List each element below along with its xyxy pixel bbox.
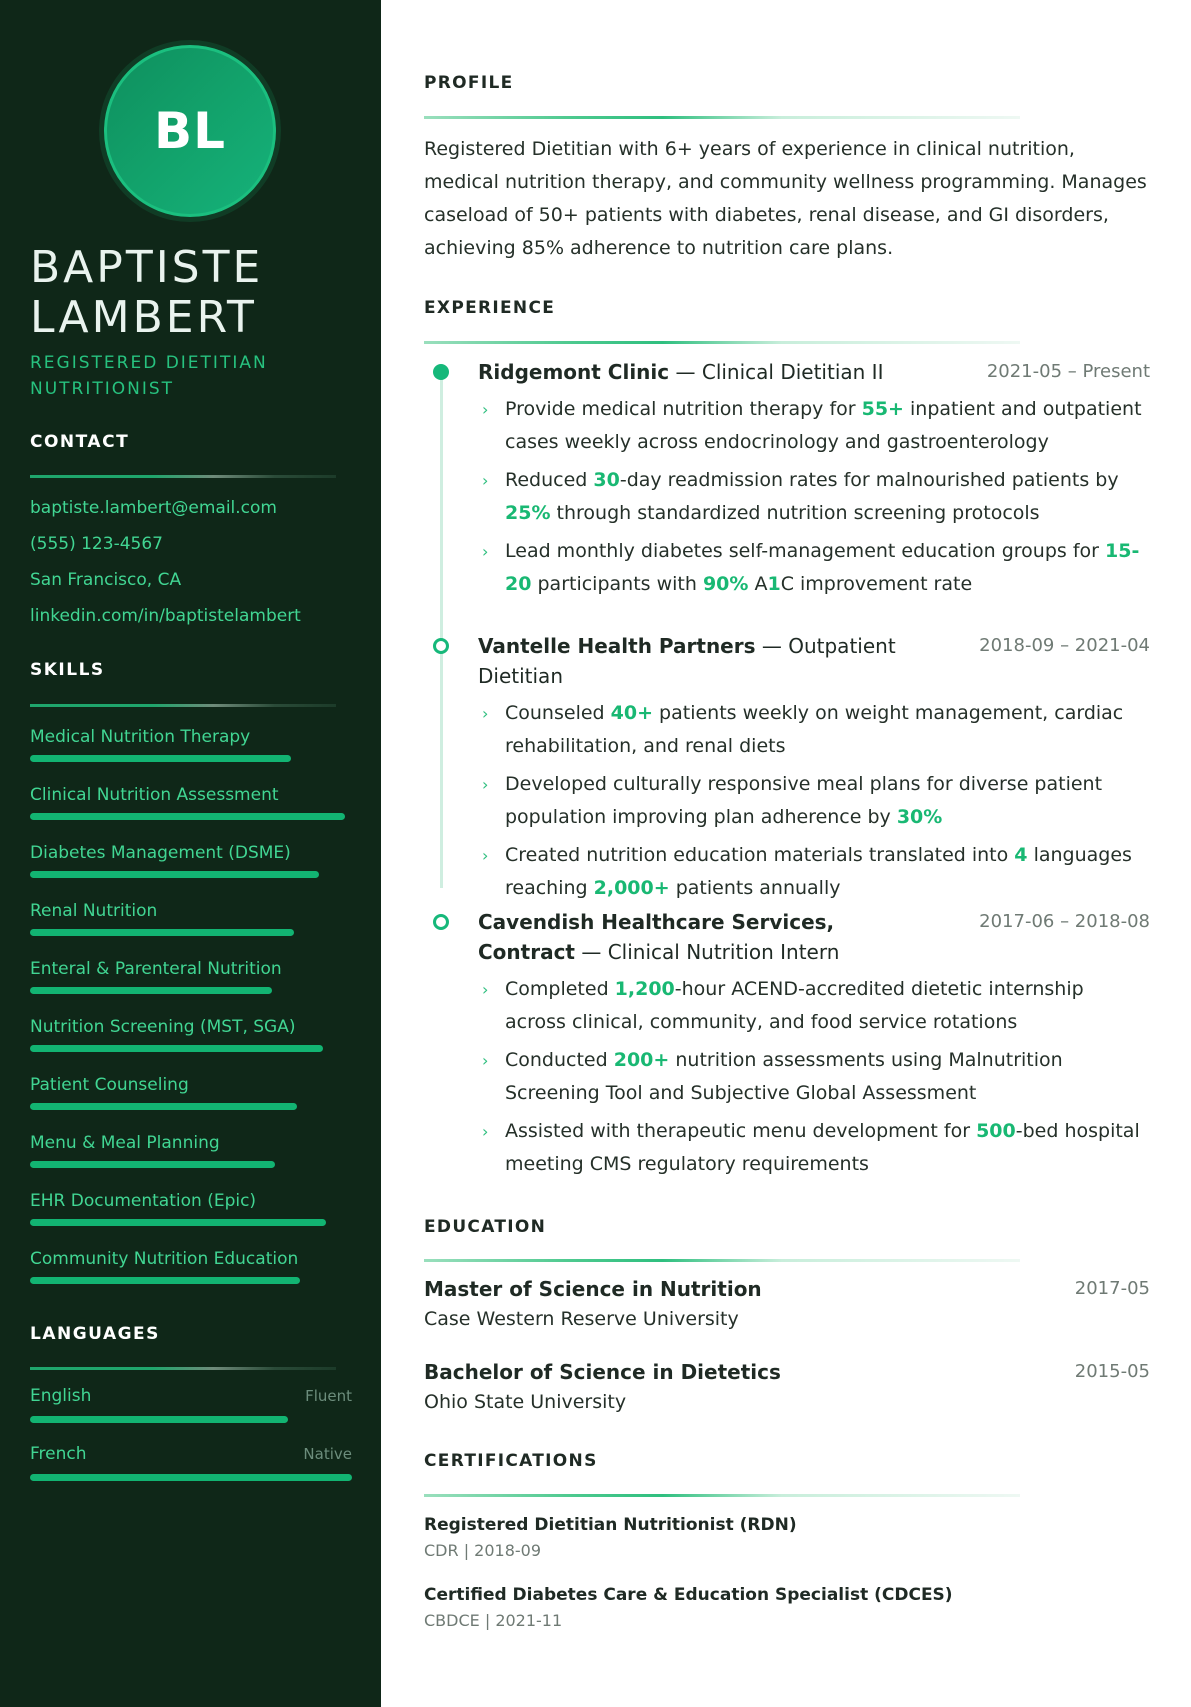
language-level: Native bbox=[303, 1445, 352, 1463]
certifications-heading: CERTIFICATIONS bbox=[424, 1451, 598, 1471]
skill-item bbox=[30, 1248, 360, 1284]
language-name: French bbox=[30, 1444, 87, 1464]
job-dates: 2018-09 – 2021-04 bbox=[979, 635, 1150, 656]
chevron-right-icon: › bbox=[482, 980, 489, 999]
bullet-text: Provide medical nutrition therapy for bbox=[505, 398, 862, 420]
skill-level-bar bbox=[30, 1103, 297, 1110]
education-entry bbox=[424, 1357, 1150, 1417]
job-bullet bbox=[478, 839, 1150, 905]
job-bullet bbox=[478, 768, 1150, 834]
languages-heading: LANGUAGES bbox=[30, 1324, 160, 1344]
education-header bbox=[424, 1357, 1150, 1387]
skill-level-bar bbox=[30, 929, 294, 936]
language-level: Fluent bbox=[305, 1387, 352, 1405]
certifications-divider bbox=[424, 1494, 1020, 1497]
chevron-right-icon: › bbox=[482, 400, 489, 419]
metric-highlight: 25% bbox=[505, 502, 551, 524]
profile-heading: PROFILE bbox=[424, 73, 514, 93]
skill-level-bar bbox=[30, 755, 291, 762]
bullet-text: inpatient and outpatient cases weekly across endocrinology and gastroenterology bbox=[505, 398, 1142, 453]
skill-label: Menu & Meal Planning bbox=[30, 1133, 220, 1153]
job-title bbox=[478, 357, 883, 387]
language-row bbox=[30, 1386, 352, 1406]
job-bullet bbox=[478, 697, 1150, 763]
language-row bbox=[30, 1444, 352, 1464]
skill-label: EHR Documentation (Epic) bbox=[30, 1191, 257, 1211]
metric-highlight: 30 bbox=[593, 469, 620, 491]
skill-label: Clinical Nutrition Assessment bbox=[30, 785, 279, 805]
education-header bbox=[424, 1274, 1150, 1304]
education-degree: Bachelor of Science in Dietetics bbox=[424, 1360, 781, 1384]
skill-item bbox=[30, 1074, 360, 1110]
job-bullet bbox=[478, 1115, 1150, 1181]
job-bullet bbox=[478, 535, 1150, 601]
bullet-text: -bed hospital meeting CMS regulatory requirements bbox=[505, 1120, 1140, 1175]
metric-highlight: 500 bbox=[976, 1120, 1016, 1142]
metric-highlight: 1 bbox=[767, 573, 781, 595]
certification-meta: CDR | 2018-09 bbox=[424, 1541, 542, 1560]
bullet-text: patients annually bbox=[669, 877, 841, 899]
education-entry bbox=[424, 1274, 1150, 1334]
bullet-text: participants with bbox=[531, 573, 703, 595]
education-date: 2015-05 bbox=[1074, 1361, 1150, 1382]
job-header bbox=[478, 631, 1150, 691]
skill-level-bar bbox=[30, 1219, 326, 1226]
job-bullet bbox=[478, 1044, 1150, 1110]
skill-item bbox=[30, 1016, 360, 1052]
contact-location: San Francisco, CA bbox=[30, 570, 182, 590]
metric-highlight: 15-20 bbox=[505, 540, 1140, 595]
skill-level-bar bbox=[30, 987, 272, 994]
bullet-text: languages reaching bbox=[505, 844, 1132, 899]
bullet-text: C improvement rate bbox=[780, 573, 973, 595]
job-entry bbox=[478, 357, 1150, 606]
experience-heading: EXPERIENCE bbox=[424, 298, 556, 318]
bullet-text: Reduced bbox=[505, 469, 594, 491]
job-title bbox=[478, 907, 918, 967]
language-level-bar bbox=[30, 1474, 352, 1481]
chevron-right-icon: › bbox=[482, 1051, 489, 1070]
candidate-role bbox=[30, 350, 360, 402]
chevron-right-icon: › bbox=[482, 542, 489, 561]
skill-level-bar bbox=[30, 813, 345, 820]
metric-highlight: 90% bbox=[702, 573, 749, 595]
name-last: LAMBERT bbox=[30, 292, 257, 343]
skill-label: Renal Nutrition bbox=[30, 901, 158, 921]
timeline-dot bbox=[433, 914, 449, 930]
chevron-right-icon: › bbox=[482, 846, 489, 865]
metric-highlight: 200+ bbox=[613, 1049, 670, 1071]
education-school: Case Western Reserve University bbox=[424, 1308, 739, 1330]
job-entry bbox=[478, 631, 1150, 910]
bullet-text: Counseled bbox=[505, 702, 611, 724]
metric-highlight: 40+ bbox=[610, 702, 654, 724]
certification-name: Registered Dietitian Nutritionist (RDN) bbox=[424, 1515, 797, 1535]
skill-label: Patient Counseling bbox=[30, 1075, 189, 1095]
bullet-text: through standardized nutrition screening protocols bbox=[550, 502, 1040, 524]
metric-highlight: 55+ bbox=[861, 398, 904, 420]
bullet-text: Created nutrition education materials translated into bbox=[505, 844, 1015, 866]
job-dates: 2017-06 – 2018-08 bbox=[979, 911, 1150, 932]
chevron-right-icon: › bbox=[482, 704, 489, 723]
bullet-text: A bbox=[748, 573, 768, 595]
profile-summary: Registered Dietitian with 6+ years of experience in clinical nutrition, medical nutrition therapy, and community wellness programming. Manages caseload of 50+ patients with diabetes, renal disease, and GI disorders, achieving 85% adherence to nutrition care plans. bbox=[424, 138, 1147, 259]
skill-item bbox=[30, 1132, 360, 1168]
avatar-initials: BL bbox=[154, 102, 226, 160]
education-school: Ohio State University bbox=[424, 1391, 627, 1413]
job-company: Cavendish Healthcare Services, Contract bbox=[478, 910, 835, 964]
language-item bbox=[30, 1444, 352, 1481]
timeline-dot bbox=[433, 638, 449, 654]
job-dates: 2021-05 – Present bbox=[986, 361, 1150, 382]
bullet-text: Assisted with therapeutic menu development for bbox=[505, 1120, 977, 1142]
bullet-text: nutrition assessments using Malnutrition Screening Tool and Subjective Global Assessment bbox=[505, 1049, 1063, 1104]
job-header bbox=[478, 357, 1150, 387]
metric-highlight: 30% bbox=[896, 806, 943, 828]
certification-name: Certified Diabetes Care & Education Specialist (CDCES) bbox=[424, 1585, 953, 1605]
skill-item bbox=[30, 958, 360, 994]
contact-list bbox=[30, 490, 360, 634]
skill-level-bar bbox=[30, 871, 319, 878]
name-first: BAPTISTE bbox=[30, 242, 264, 293]
job-bullet bbox=[478, 393, 1150, 459]
contact-email[interactable]: baptiste.lambert@email.com bbox=[30, 498, 277, 518]
skill-item bbox=[30, 842, 360, 878]
skill-level-bar bbox=[30, 1277, 300, 1284]
job-company: Ridgemont Clinic bbox=[478, 360, 670, 384]
education-divider bbox=[424, 1259, 1020, 1262]
skill-level-bar bbox=[30, 1045, 323, 1052]
job-company: Vantelle Health Partners bbox=[478, 634, 756, 658]
experience-divider bbox=[424, 341, 1020, 344]
bullet-text: patients weekly on weight management, cardiac rehabilitation, and renal diets bbox=[505, 702, 1124, 757]
skills-heading: SKILLS bbox=[30, 660, 105, 680]
skill-label: Community Nutrition Education bbox=[30, 1249, 299, 1269]
skill-label: Medical Nutrition Therapy bbox=[30, 727, 251, 747]
metric-highlight: 2,000+ bbox=[593, 877, 670, 899]
language-item bbox=[30, 1386, 352, 1423]
skill-item bbox=[30, 784, 360, 820]
bullet-text: Conducted bbox=[505, 1049, 614, 1071]
skill-item bbox=[30, 900, 360, 936]
contact-heading: CONTACT bbox=[30, 432, 130, 452]
job-bullets bbox=[478, 697, 1150, 905]
language-name: English bbox=[30, 1386, 92, 1406]
contact-phone[interactable]: (555) 123-4567 bbox=[30, 534, 163, 554]
profile-divider bbox=[424, 116, 1020, 119]
metric-highlight: 4 bbox=[1014, 844, 1028, 866]
education-degree: Master of Science in Nutrition bbox=[424, 1277, 762, 1301]
sidebar bbox=[0, 0, 381, 1707]
bullet-text: -hour ACEND-accredited dietetic internship across clinical, community, and food service rotations bbox=[505, 978, 1084, 1033]
job-role: — Clinical Dietitian II bbox=[669, 360, 884, 384]
job-bullet bbox=[478, 973, 1150, 1039]
bullet-text: -day readmission rates for malnourished patients by bbox=[619, 469, 1119, 491]
bullet-text: Lead monthly diabetes self-management education groups for bbox=[505, 540, 1106, 562]
job-bullet bbox=[478, 464, 1150, 530]
education-date: 2017-05 bbox=[1074, 1278, 1150, 1299]
skill-label: Enteral & Parenteral Nutrition bbox=[30, 959, 282, 979]
chevron-right-icon: › bbox=[482, 775, 489, 794]
skill-item bbox=[30, 726, 360, 762]
bullet-text: Completed bbox=[505, 978, 615, 1000]
contact-divider bbox=[30, 475, 336, 478]
timeline-dot-current bbox=[433, 364, 449, 380]
certification-entry bbox=[424, 1512, 1150, 1564]
language-level-bar bbox=[30, 1416, 288, 1423]
skill-item bbox=[30, 1190, 360, 1226]
job-entry bbox=[478, 907, 1150, 1186]
chevron-right-icon: › bbox=[482, 471, 489, 490]
skill-label: Nutrition Screening (MST, SGA) bbox=[30, 1017, 296, 1037]
job-header bbox=[478, 907, 1150, 967]
role-line-2: NUTRITIONIST bbox=[30, 379, 175, 399]
skills-divider bbox=[30, 704, 336, 707]
job-role: — Outpatient Dietitian bbox=[478, 634, 896, 688]
role-line-1: REGISTERED DIETITIAN bbox=[30, 353, 268, 373]
metric-highlight: 1,200 bbox=[614, 978, 675, 1000]
avatar bbox=[104, 45, 276, 217]
job-role: — Clinical Nutrition Intern bbox=[575, 940, 840, 964]
languages-divider bbox=[30, 1367, 336, 1370]
job-title bbox=[478, 631, 918, 691]
certification-meta: CBDCE | 2021-11 bbox=[424, 1611, 563, 1630]
education-heading: EDUCATION bbox=[424, 1217, 547, 1237]
certification-entry bbox=[424, 1582, 1150, 1634]
candidate-name bbox=[30, 243, 360, 343]
job-bullets bbox=[478, 973, 1150, 1181]
job-bullets bbox=[478, 393, 1150, 601]
experience-timeline bbox=[440, 370, 443, 888]
skill-level-bar bbox=[30, 1161, 275, 1168]
contact-linkedin[interactable]: linkedin.com/in/baptistelambert bbox=[30, 606, 301, 626]
bullet-text: Developed culturally responsive meal plans for diverse patient population improving plan adherence by bbox=[505, 773, 1103, 828]
chevron-right-icon: › bbox=[482, 1122, 489, 1141]
skill-label: Diabetes Management (DSME) bbox=[30, 843, 291, 863]
